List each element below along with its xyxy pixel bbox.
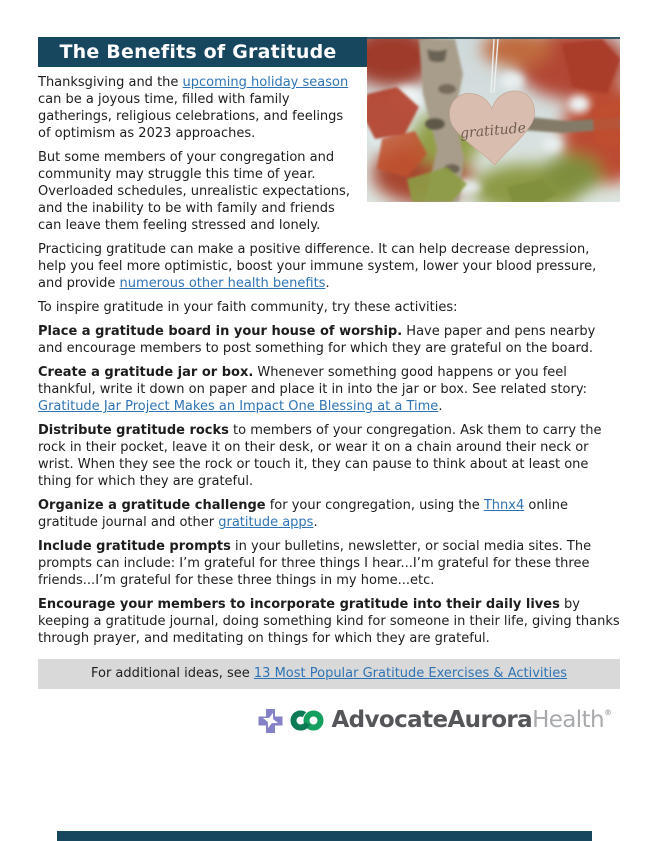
paragraph-practicing-gratitude (38, 241, 620, 292)
bold-lead: Organize a gratitude challenge (38, 498, 266, 514)
additional-ideas-bar (38, 659, 620, 689)
bold-lead: Encourage your members to incorporate gratitude into their daily lives (38, 597, 560, 613)
text-run: to members of your congregation. Ask them to carry the rock in their pocket, leave it on their desk, or wear it on a chain around their neck or wrist. When they see the rock or touch it, they can pause to think about at least one thing for which they are grateful. (38, 423, 602, 490)
text-run: Thanksgiving and the (38, 75, 183, 90)
gratitude-photo (367, 37, 620, 202)
advocate-aurora-health-logo (38, 705, 612, 735)
paragraph-gratitude-challenge (38, 497, 620, 531)
text-run: online gratitude journal and other (38, 498, 569, 531)
autumn-leaves-image (367, 39, 620, 202)
link-13-most-popular-gratitude-exercises[interactable]: 13 Most Popular Gratitude Exercises & Activities (253, 666, 568, 682)
footer-bar (57, 831, 592, 841)
registered-mark: ® (604, 708, 612, 718)
bold-lead: Distribute gratitude rocks (38, 423, 229, 439)
text-run: Have paper and pens nearby and encourage members to post something for which they are grateful on the board. (38, 324, 596, 357)
text-run: To inspire gratitude in your faith community, try these activities: (38, 300, 458, 316)
paragraph-encourage-daily (38, 596, 620, 647)
bold-lead: Create a gratitude jar or box. (38, 365, 254, 381)
text-run: for your congregation, using the (265, 498, 484, 514)
text-run: . (325, 276, 330, 292)
text-run: can be a joyous time, filled with family gatherings, religious celebrations, and feelings of optimism as 2023 approaches. (38, 92, 344, 142)
advocate-cross-icon (258, 708, 283, 734)
text-run: . (438, 399, 443, 415)
text-run: in your bulletins, newsletter, or social media sites. The prompts can include: I’m grateful for three things I hear...I’m grateful for these three friends...I’m grateful for these three things in my home...etc. (38, 539, 592, 589)
bold-lead: Include gratitude prompts (38, 539, 231, 555)
link-gratitude-apps[interactable]: gratitude apps (218, 515, 314, 531)
text-run: . (313, 515, 318, 531)
document-body (38, 37, 620, 736)
text-run: by keeping a gratitude journal, doing something kind for someone in their life, giving thanks through prayer, and meditating on things for which they are grateful. (38, 597, 620, 647)
text-run: Whenever something good happens or you feel thankful, write it down on paper and place it in into the jar or box. See related story: (38, 365, 587, 398)
logo-wordmark (331, 705, 612, 735)
logo-health: Health (532, 707, 604, 734)
paragraph-gratitude-jar (38, 364, 620, 415)
paragraph-gratitude-board (38, 323, 620, 357)
note-prefix: For additional ideas, see (90, 666, 254, 682)
link-gratitude-jar-project[interactable]: Gratitude Jar Project Makes an Impact One Blessing at a Time (38, 399, 439, 415)
logo-advocate-aurora: AdvocateAurora (331, 707, 533, 734)
link-numerous-health-benefits[interactable]: numerous other health benefits (119, 276, 326, 292)
page-title: The Benefits of Gratitude (38, 37, 620, 67)
link-upcoming-holiday-season[interactable]: upcoming holiday season (182, 75, 349, 90)
paragraph-inspire-intro (38, 299, 620, 316)
aurora-infinity-icon (290, 710, 324, 731)
text-run: Practicing gratitude can make a positive difference. It can help decrease depression, help you feel more optimistic, boost your immune system, lower your blood pressure, and provide (38, 242, 597, 292)
link-thnx4[interactable]: Thnx4 (483, 498, 525, 514)
paragraph-gratitude-prompts (38, 538, 620, 589)
bold-lead: Place a gratitude board in your house of worship. (38, 324, 403, 340)
text-run: But some members of your congregation and community may struggle this time of year. Overloaded schedules, unrealistic expectations, and the inability to be with family and friends can leave them feeling stressed and lonely. (38, 150, 350, 234)
heart-tag-text: gratitude (459, 120, 527, 142)
paragraph-gratitude-rocks (38, 422, 620, 490)
